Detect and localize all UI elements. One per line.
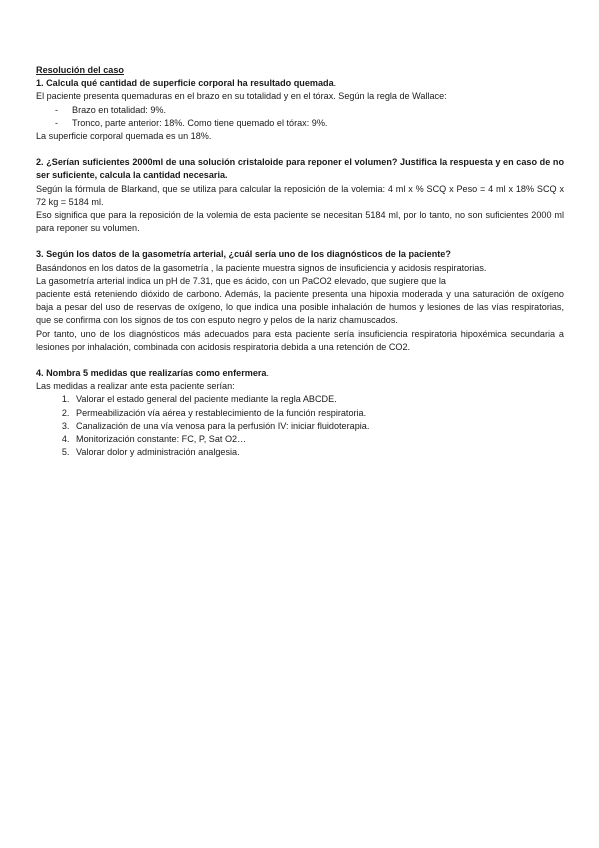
document-title: Resolución del caso (36, 65, 124, 75)
question-3-paragraph-3: paciente está reteniendo dióxido de carbono. Además, la paciente presenta una hipoxia moderada y una saturación de oxígeno baja a pesar del uso de reservas de oxígeno, lo que indica una posible inhalación de humos y lesiones de las vías respiratorias, que se confirma con los signos de tos con esputo negro y pelos de la nariz chamuscados. (36, 289, 564, 326)
list-item: - Brazo en totalidad: 9%. (55, 104, 564, 117)
question-4-heading (36, 367, 564, 380)
spacer (36, 354, 564, 367)
document-page (36, 64, 564, 459)
question-4-intro: Las medidas a realizar ante esta paciente serían: (36, 381, 235, 392)
question-3-heading: 3. Según los datos de la gasometría arterial, ¿cuál sería uno de los diagnósticos de la paciente? (36, 249, 451, 260)
question-1-heading (36, 77, 564, 90)
list-item: 5. Valorar dolor y administración analgesia. (72, 446, 564, 459)
question-4-period: . (266, 368, 270, 379)
question-4-text: 4. Nombra 5 medidas que realizarías como enfermera (36, 368, 267, 379)
question-1-intro: El paciente presenta quemaduras en el brazo en su totalidad y en el tórax. Según la regla de Wallace: (36, 91, 447, 102)
question-3-paragraph-2: La gasometría arterial indica un pH de 7.31, que es ácido, con un PaCO2 elevado, que sugiere que la (36, 275, 446, 286)
spacer (36, 235, 564, 248)
list-item: 1. Valorar el estado general del paciente mediante la regla ABCDE. (72, 393, 564, 406)
question-3-paragraph-4: Por tanto, uno de los diagnósticos más adecuados para esta paciente sería insuficiencia respiratoria hipoxémica secundaria a lesiones por inhalación, combinada con acidosis respiratoria debida a una retención de CO2. (36, 328, 564, 352)
question-4-numbered-list (36, 393, 564, 459)
question-3-paragraph-1: Basándonos en los datos de la gasometría , la paciente muestra signos de insuficiencia y acidosis respiratorias. (36, 262, 487, 273)
question-2-heading: 2. ¿Serían suficientes 2000ml de una solución cristaloide para reponer el volumen? Justifica la respuesta y en caso de no ser suficiente, calcula la cantidad necesaria. (36, 157, 564, 181)
question-1-bullet-list (36, 104, 564, 130)
question-1-conclusion: La superficie corporal quemada es un 18%. (36, 131, 212, 142)
list-item: - Tronco, parte anterior: 18%. Como tiene quemado el tórax: 9%. (55, 117, 564, 130)
question-2-paragraph-2: Eso significa que para la reposición de la volemia de esta paciente se necesitan 5184 ml, por lo tanto, no son suficientes 2000 ml para reponer su volumen. (36, 210, 564, 234)
list-item: 4. Monitorización constante: FC, P, Sat O2… (72, 433, 564, 446)
list-item: 3. Canalización de una vía venosa para la perfusión IV: iniciar fluidoterapia. (72, 420, 564, 433)
spacer (36, 143, 564, 156)
question-1-period: . (333, 78, 337, 89)
question-1-text: 1. Calcula qué cantidad de superficie corporal ha resultado quemada (36, 78, 334, 89)
question-2-paragraph-1: Según la fórmula de Blarkand, que se utiliza para calcular la reposición de la volemia: 4 ml x % SCQ x Peso = 4 ml x 18% SCQ x 72 kg = 5184 ml. (36, 183, 564, 207)
list-item: 2. Permeabilización vía aérea y restablecimiento de la función respiratoria. (72, 407, 564, 420)
